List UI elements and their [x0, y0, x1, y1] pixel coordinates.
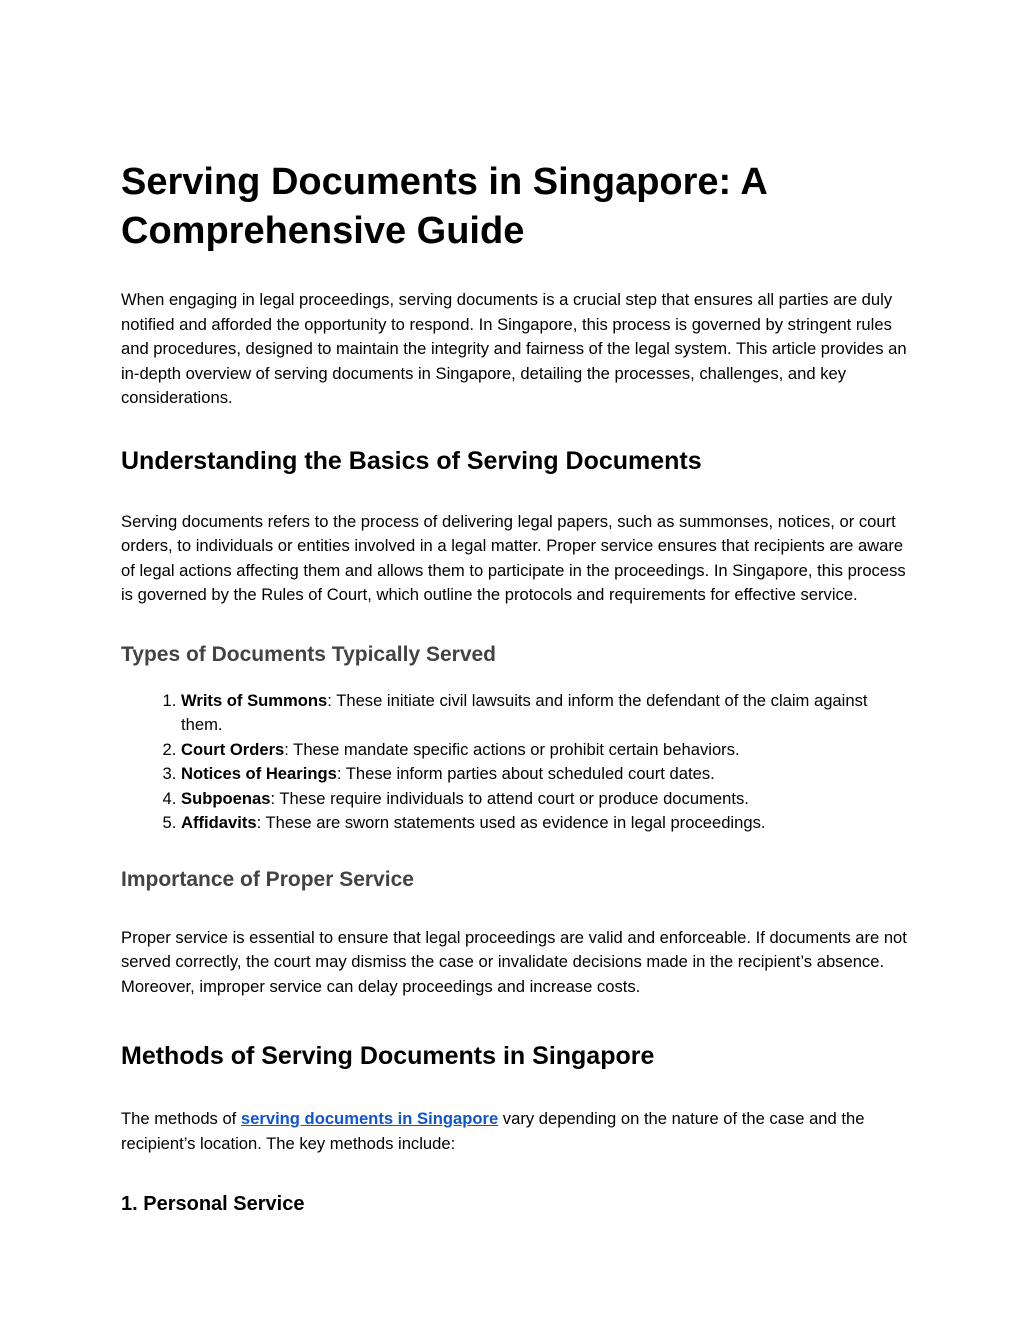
- basics-heading: Understanding the Basics of Serving Documents: [121, 446, 702, 475]
- methods-paragraph: [121, 1107, 911, 1156]
- types-heading: Types of Documents Typically Served: [121, 642, 497, 666]
- list-item-desc: : These are sworn statements used as evidence in legal proceedings.: [256, 813, 766, 832]
- document-types-list: [121, 689, 911, 836]
- list-item-term: Writs of Summons: [181, 690, 328, 710]
- list-item-desc: : These mandate specific actions or prohibit certain behaviors.: [284, 739, 740, 759]
- methods-heading: Methods of Serving Documents in Singapore: [121, 1042, 655, 1070]
- serving-documents-link[interactable]: serving documents in Singapore: [240, 1109, 499, 1128]
- list-item-term: Subpoenas: [181, 788, 271, 808]
- methods-text-after: vary depending on the nature of the case and the recipient’s location. The key methods include:: [121, 1109, 865, 1153]
- list-item-desc: : These initiate civil lawsuits and inform the defendant of the claim against them.: [181, 690, 868, 734]
- list-item-term: Affidavits: [181, 813, 257, 832]
- list-item: [181, 689, 911, 738]
- intro-paragraph: When engaging in legal proceedings, serving documents is a crucial step that ensures all parties are duly notified and afforded the opportunity to respond. In Singapore, this process is governed by stringent rules and procedures, designed to maintain the integrity and fairness of the legal system. This article provides an in-depth overview of serving documents in Singapore, detailing the processes, challenges, and key considerations.: [121, 290, 907, 407]
- basics-paragraph: Serving documents refers to the process of delivering legal papers, such as summonses, notices, or court orders, to individuals or entities involved in a legal matter. Proper service ensures that recipients are aware of legal actions affecting them and allows them to participate in the proceedings. In Singapore, this process is governed by the Rules of Court, which outline the protocols and requirements for effective service.: [121, 511, 906, 604]
- list-item: [181, 787, 911, 812]
- list-item-desc: : These inform parties about scheduled court dates.: [336, 764, 715, 783]
- list-item-desc: : These require individuals to attend court or produce documents.: [270, 788, 749, 808]
- list-item: [181, 762, 911, 787]
- document-page: [121, 158, 911, 1217]
- list-item-term: Court Orders: [181, 739, 285, 759]
- list-item: [181, 811, 911, 836]
- personal-service-heading: 1. Personal Service: [121, 1193, 305, 1215]
- methods-text-before: The methods of: [121, 1109, 241, 1128]
- list-item: [181, 738, 911, 763]
- importance-heading: Importance of Proper Service: [121, 867, 414, 891]
- page-title: Serving Documents in Singapore: A Comprehensive Guide: [121, 161, 767, 252]
- list-item-term: Notices of Hearings: [181, 764, 337, 783]
- importance-paragraph: Proper service is essential to ensure that legal proceedings are valid and enforceable. If documents are not served correctly, the court may dismiss the case or invalidate decisions made in the recipient’s absence. Moreover, improper service can delay proceedings and increase costs.: [121, 927, 907, 996]
